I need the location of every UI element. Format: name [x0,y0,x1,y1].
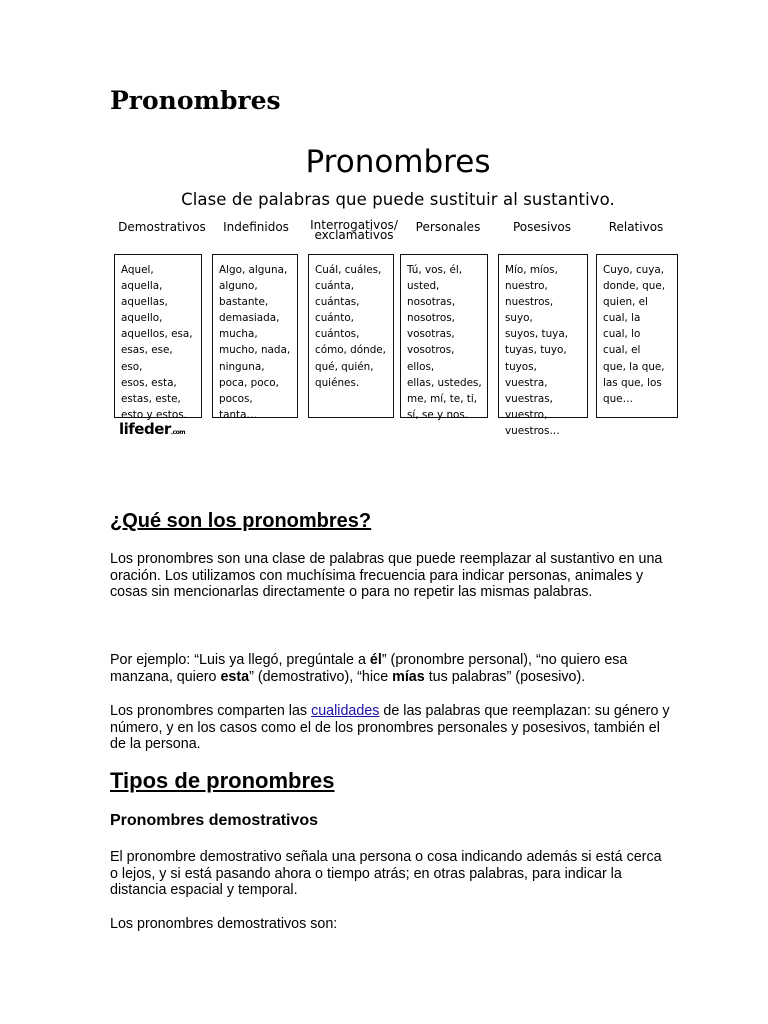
example-bold-esta: esta [220,668,250,685]
column-box-interrogativos: Cuál, cuáles, cuánta, cuántas, cuánto, cuántos, cómo, dónde, qué, quién, quiénes. [308,254,394,418]
lifeder-logo-text: lifeder [119,420,171,438]
column-box-personales: Tú, vos, él, usted, nosotras, nosotros, vosotras, vosotros, ellos, ellas, ustedes, me, mí, te, ti, sí, se y nos. [400,254,488,418]
cualidades-link[interactable]: cualidades [311,703,380,719]
column-heading-interrogativos-line2: exclamativos [314,228,394,242]
example-text-4: tus palabras” (posesivo). [424,668,586,685]
column-box-relativos: Cuyo, cuya, donde, que, quien, el cual, la cual, lo cual, el que, la que, las que, los que… [596,254,678,418]
subheading-demostrativos: Pronombres demostrativos [110,812,319,829]
section-heading-que-son: ¿Qué son los pronombres? [110,510,372,532]
paragraph-definition: Los pronombres son una clase de palabras que puede reemplazar al sustantivo en una oración. Los utilizamos con muchísima frecuencia para indicar personas, animales y cosas sin mencionarlas directamente o para no repetir las mismas palabras. [110,551,663,600]
column-heading-interrogativos [302,220,406,240]
qualities-text-2: de las palabras que reemplazan: su género y número, y en los casos como el de los pronombres personales y posesivos, también el de la persona. [110,703,670,752]
paragraph-demostrativos-list-intro: Los pronombres demostrativos son: [110,916,338,932]
infographic-title: Pronombres [305,144,491,180]
paragraph-qualities [110,703,670,753]
column-heading-posesivos: Posesivos [512,220,572,234]
column-heading-personales: Personales [415,220,481,234]
qualities-text-1: Los pronombres comparten las [110,703,312,719]
lifeder-logo [119,420,185,438]
paragraph-examples [110,652,670,685]
infographic-subtitle: Clase de palabras que puede sustituir al sustantivo. [181,190,615,209]
example-bold-el: él [369,652,382,668]
paragraph-demostrativo-definition: El pronombre demostrativo señala una persona o cosa indicando además si está cerca o lejos, y si está pasando ahora o tiempo atrás; en otras palabras, para indicar la distancia espacial y temporal. [110,849,662,898]
example-text-3: ” (demostrativo), “hice [249,668,393,685]
example-bold-mias: mías [392,668,425,685]
document-title: Pronombres [110,86,281,115]
column-box-posesivos: Mío, míos, nuestro, nuestros, suyo, suyos, tuya, tuyas, tuyo, tuyos, vuestra, vuestras, vuestro, vuestros… [498,254,588,418]
example-text-1: Por ejemplo: “Luis ya llegó, pregúntale a [110,652,370,668]
section-heading-tipos: Tipos de pronombres [110,768,335,793]
column-heading-demostrativos: Demostrativos [118,220,206,234]
lifeder-logo-suffix: .com [170,429,186,436]
example-text-2: ” (pronombre personal), “no quiero esa manzana, quiero [110,652,628,685]
column-box-indefinidos: Algo, alguna, alguno, bastante, demasiada, mucha, mucho, nada, ninguna, poca, poco, pocos, tanta… [212,254,298,418]
pronouns-infographic [108,140,688,442]
column-heading-relativos: Relativos [608,220,664,234]
column-heading-indefinidos: Indefinidos [223,220,289,234]
column-heading-interrogativos-line1: Interrogativos/ [310,218,398,232]
column-box-demostrativos: Aquel, aquella, aquellas, aquello, aquellos, esa, esas, ese, eso, esos, esta, estas, este, esto y estos. [114,254,202,418]
